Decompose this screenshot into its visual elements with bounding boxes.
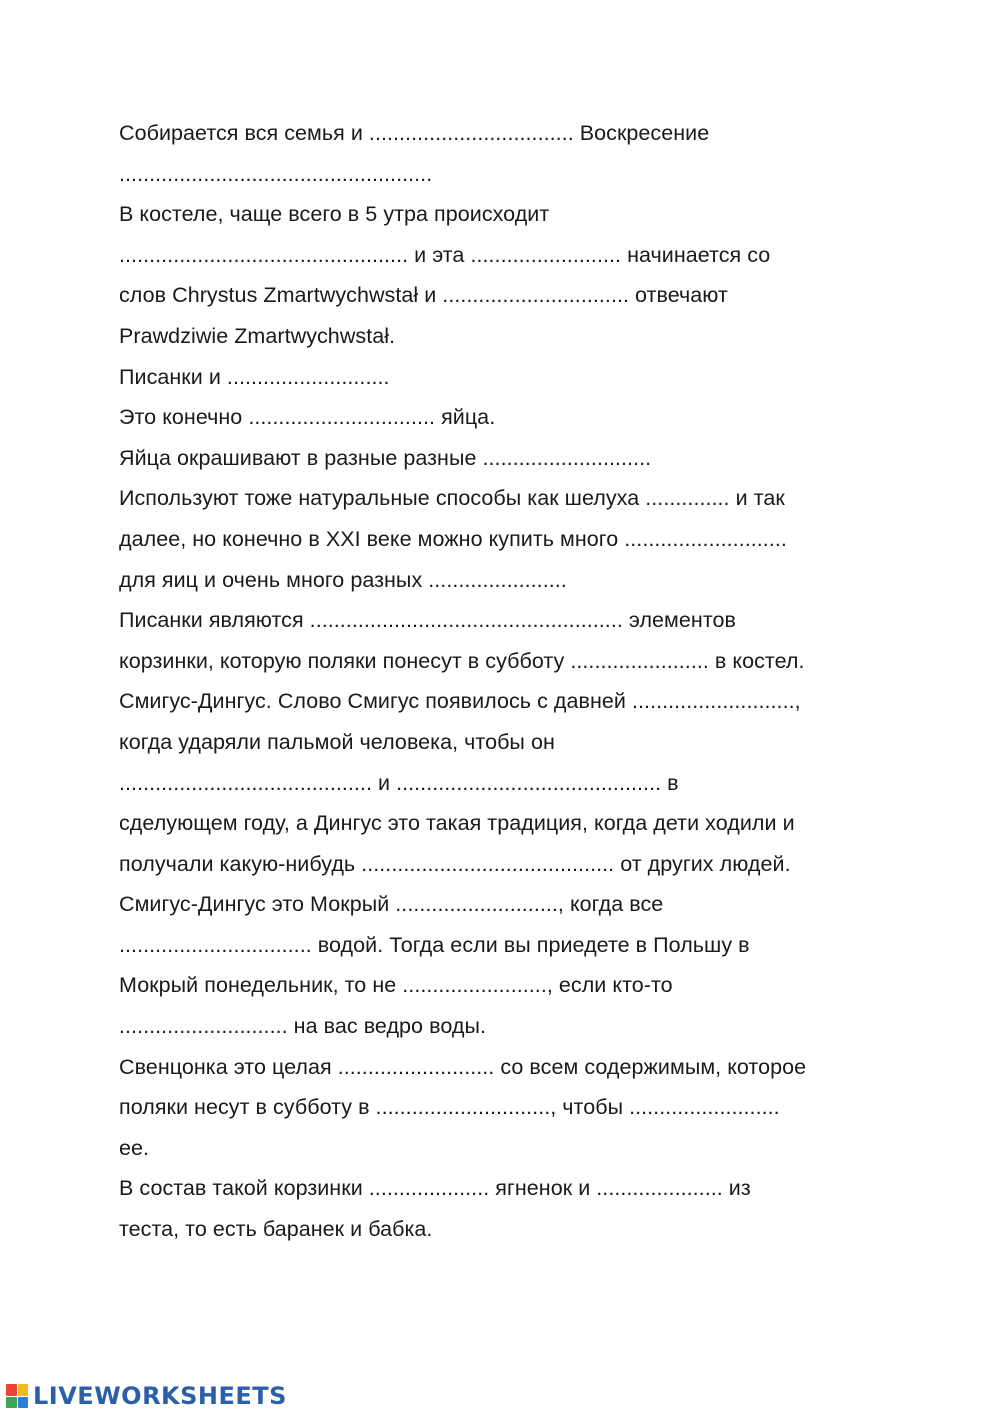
text-line: Используют тоже натуральные способы как шелуха .............. и так: [119, 486, 785, 511]
text-line: получали какую-нибудь .......................................... от других людей.: [119, 851, 791, 876]
text-line: Prawdziwie Zmartwychwstał.: [119, 323, 396, 348]
text-line: ................................................ и эта ......................... начинается со: [119, 242, 771, 267]
text-line: ....................................................: [119, 161, 433, 186]
text-line: Смигус-Дингус. Слово Смигус появилось с давней ...........................,: [119, 689, 801, 714]
text-line: Это конечно ............................... яйца.: [119, 405, 496, 430]
logo-square-yellow: [18, 1384, 29, 1396]
text-line: для яиц и очень много разных .......................: [119, 567, 567, 592]
text-line: ............................ на вас ведро воды.: [119, 1014, 486, 1039]
text-line: поляки несут в субботу в ............................., чтобы .........................: [119, 1095, 780, 1120]
worksheet-text: [119, 113, 899, 1250]
liveworksheets-logo[interactable]: [6, 1380, 287, 1412]
text-line: Писанки являются .................................................... элементов: [119, 608, 736, 633]
text-line: Яйца окрашивают в разные разные ............................: [119, 445, 652, 470]
text-line: Мокрый понедельник, то не ........................, если кто-то: [119, 973, 673, 998]
text-line: теста, то есть баранек и бабка.: [119, 1217, 433, 1242]
text-line: ................................ водой. Тогда если вы приедете в Польшу в: [119, 932, 750, 957]
logo-square-blue: [18, 1397, 29, 1409]
text-line: Свенцонка это целая .......................... со всем содержимым, которое: [119, 1054, 807, 1079]
text-line: Смигус-Дингус это Мокрый ..........................., когда все: [119, 892, 664, 917]
text-line: корзинки, которую поляки понесут в субботу ....................... в костел.: [119, 648, 805, 673]
text-line: Писанки и ...........................: [119, 364, 390, 389]
logo-text: LIVEWORKSHEETS: [33, 1382, 287, 1410]
text-line: когда ударяли пальмой человека, чтобы он: [119, 729, 555, 754]
text-line: В костеле, чаще всего в 5 утра происходит: [119, 202, 550, 227]
logo-square-red: [6, 1384, 17, 1396]
text-line: .......................................... и ............................................ в: [119, 770, 679, 795]
text-line: сделующем году, а Дингус это такая традиция, когда дети ходили и: [119, 811, 795, 836]
logo-square-green: [6, 1397, 17, 1409]
text-line: слов Chrystus Zmartwychwstał и ............................... отвечают: [119, 283, 728, 308]
text-line: В состав такой корзинки .................... ягненок и ..................... из: [119, 1176, 751, 1201]
liveworksheets-logo-icon: [6, 1384, 28, 1408]
text-line: ее.: [119, 1135, 150, 1160]
text-line: далее, но конечно в XXI веке можно купить много ...........................: [119, 526, 787, 551]
text-line: Собирается вся семья и .................................. Воскресение: [119, 121, 710, 145]
